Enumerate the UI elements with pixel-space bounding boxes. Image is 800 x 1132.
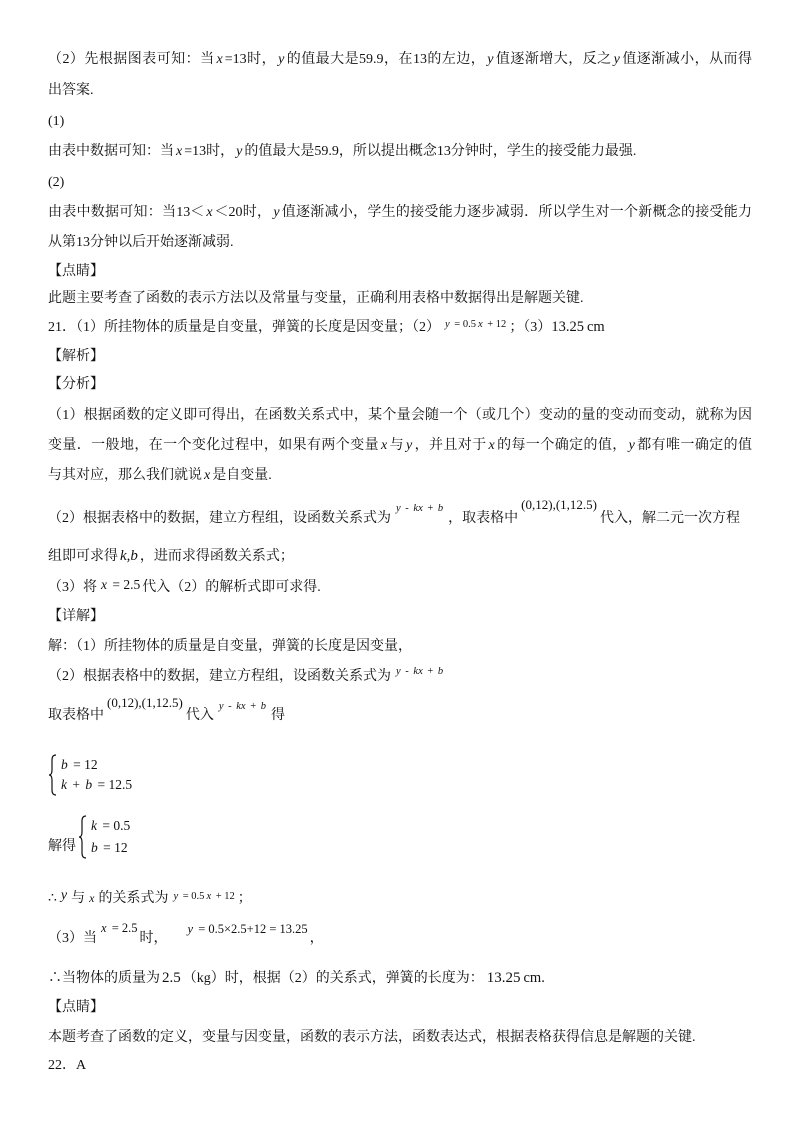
eq-part: - (225, 701, 235, 712)
var-b: b (61, 757, 68, 772)
q21-detail-heading: 【详解】 (48, 609, 104, 624)
eq-part: = 2.5 (108, 921, 138, 935)
var-x: x (176, 144, 183, 159)
eq-part: = 2.5 (109, 577, 141, 592)
table-points: (0,12),(1,12.5) (521, 497, 597, 512)
q21-detail-line-3 (48, 695, 285, 727)
text: 代入 (185, 708, 214, 723)
var-k: k (61, 777, 67, 792)
var-b: b (85, 777, 93, 792)
var-x: x (488, 438, 495, 453)
text: ， (309, 931, 324, 946)
var-y: y (445, 319, 450, 330)
length-unit: cm. (523, 970, 545, 986)
q21-fenxi-line-6 (48, 577, 321, 598)
text: 的每一个确定的值， (496, 438, 627, 453)
eq-part: - (402, 666, 412, 677)
q21-fenxi-line-2 (48, 436, 752, 456)
q21-analysis-heading: 【解析】 (48, 349, 104, 364)
var-x: x (101, 577, 107, 592)
relation-equation (171, 887, 234, 907)
var-y: y (187, 922, 194, 936)
var-x: x (89, 891, 95, 905)
x-value-equation (99, 918, 138, 938)
text: =13时， (224, 52, 277, 67)
var-y: y (396, 666, 401, 677)
var-y: y (405, 438, 413, 453)
part3-line (48, 921, 324, 949)
q21-fenxi-line-3 (48, 466, 272, 486)
q21-fenxi-line-4 (48, 497, 740, 530)
var-y: y (278, 52, 285, 67)
text: 变量．一般地，在一个变化过程中，如果有两个变量 (48, 438, 379, 453)
answer-unit: cm (586, 319, 605, 335)
var-y: y (218, 701, 224, 712)
text: （3）将 (48, 580, 97, 595)
text: 代入，解二元一次方程 (600, 511, 740, 526)
text: 时， (139, 931, 168, 946)
eq-part: = 0.5×2.5+12 = 13.25 (195, 922, 308, 936)
y-value-equation (186, 919, 308, 939)
q21-fenxi-heading: 【分析】 (48, 377, 104, 392)
solve-label: 解得 (48, 839, 76, 854)
q20-hint-line-2: 出答案. (48, 83, 94, 98)
q20-part1-label: (1) (48, 114, 65, 129)
x-value-equation (99, 575, 140, 595)
var-b: b (260, 701, 266, 712)
text: ，进而求得函数关系式； (139, 549, 294, 564)
var-x: x (206, 891, 212, 902)
var-x: x (204, 468, 211, 483)
q20-hint-line-1 (48, 50, 752, 70)
q21-detail-line-2 (48, 667, 448, 688)
text: 都有唯一确定的值 (636, 438, 753, 453)
var-k: k (91, 818, 97, 833)
relation-line (48, 888, 252, 910)
text: ；（3） (509, 320, 552, 335)
text: （3）当 (48, 931, 97, 946)
var-y: y (60, 888, 68, 903)
text: 的值最大是59.9，在13的左边， (286, 52, 486, 67)
answer-equation (443, 315, 506, 335)
var-y: y (396, 503, 401, 514)
table-points: (0,12),(1,12.5) (107, 695, 183, 710)
q21-comment-heading: 【点睛】 (48, 1000, 104, 1015)
q20-comment: 此题主要考查了函数的表示方法以及常量与变量，正确利用表格中数据得出是解题关键. (48, 291, 584, 306)
conclusion-line (48, 968, 545, 989)
eq-part: = 12 (69, 757, 98, 772)
var-b: b (437, 666, 444, 677)
q21-fenxi-line-1: （1）根据函数的定义即可得出，在函数关系式中，某个量会随一个（或几个）变动的量的变动而变动，就称为因 (48, 408, 752, 423)
text: （2）先根据图表可知：当 (48, 52, 215, 67)
equation-system-1 (48, 753, 188, 797)
system-2-row-2 (89, 838, 128, 858)
system-2-row-1 (89, 816, 130, 836)
text: ＜20时， (214, 205, 272, 220)
var-kx: kx (413, 666, 423, 677)
text: 与 (389, 438, 404, 453)
var-kx: kx (413, 503, 423, 514)
var-x: x (216, 52, 223, 67)
text: ∴当物体的质量为 (48, 971, 160, 986)
system-1-row-1 (59, 755, 98, 775)
var-y: y (613, 52, 620, 67)
equation-system-2 (78, 814, 188, 860)
text: 21．（1）所挂物体的质量是自变量，弹簧的长度是因变量；（2） (48, 320, 440, 335)
eq-part: + (424, 503, 436, 514)
text: 与 (71, 891, 86, 906)
left-brace-icon (78, 815, 87, 859)
var-x: x (206, 205, 213, 220)
q20-comment-heading: 【点睛】 (48, 264, 104, 279)
var-b: b (91, 840, 98, 855)
var-y: y (628, 438, 635, 453)
q21-comment: 本题考查了函数的定义，变量与因变量，函数的表示方法，函数表达式，根据表格获得信息是解题的关键. (48, 1030, 696, 1045)
text: 是自变量. (212, 468, 272, 483)
text: 得 (271, 708, 285, 723)
text: 的值最大是59.9，所以提出概念13分钟时，学生的接受能力最强. (244, 144, 637, 159)
function-form-equation (394, 662, 445, 682)
function-form-equation (217, 697, 268, 717)
eq-part: + 12 (484, 319, 507, 330)
text: 值逐渐减小，学生的接受能力逐步减弱．所以学生对一个新概念的接受能力 (281, 205, 753, 220)
var-x: x (477, 319, 483, 330)
text: =13时， (184, 144, 235, 159)
text: 值逐渐增大，反之 (495, 52, 612, 67)
var-b: b (437, 503, 444, 514)
text: ，取表格中 (448, 511, 519, 526)
therefore-symbol: ∴ (48, 891, 57, 906)
var-y: y (273, 205, 280, 220)
text: 由表中数据可知：当 (48, 144, 174, 159)
var-x: x (380, 438, 388, 453)
text: （2）根据表格中的数据，建立方程组，设函数关系式为 (48, 669, 391, 684)
q21-detail-line-1: 解：（1）所挂物体的质量是自变量，弹簧的长度是因变量， (48, 639, 412, 654)
text: （kg）时，根据（2）的关系式，弹簧的长度为： (182, 971, 484, 986)
text: ，并且对于 (414, 438, 487, 453)
system-1-row-2 (59, 775, 132, 795)
left-brace-icon (48, 754, 57, 796)
text: 与其对应，那么我们就说 (48, 468, 202, 483)
text: 的关系式为 (98, 891, 169, 906)
eq-part: + (69, 777, 84, 792)
var-x: x (101, 921, 107, 935)
text: 组即可求得 (48, 549, 118, 564)
var-y: y (173, 891, 179, 902)
eq-part: + (247, 701, 259, 712)
eq-part: = 0.5 (180, 891, 205, 902)
q20-part2-label: (2) (48, 175, 65, 190)
text: 代入（2）的解析式即可求得. (142, 580, 321, 595)
eq-part: + 12 (213, 891, 235, 902)
q20-part2-continued: 从第13分钟以后开始逐渐减弱. (48, 235, 234, 250)
eq-part: = 0.5 (99, 818, 131, 833)
q21-fenxi-line-5 (48, 546, 294, 567)
answer-value: 13.25 (551, 319, 584, 335)
text: （2）根据表格中的数据，建立方程组，设函数关系式为 (48, 511, 391, 526)
q22-answer: 22．A (48, 1058, 87, 1073)
eq-part: + (424, 666, 436, 677)
eq-part: = 12.5 (94, 777, 133, 792)
var-kx: kx (236, 701, 246, 712)
text: ； (237, 891, 252, 906)
length-value: 13.25 (486, 970, 521, 986)
text: 由表中数据可知：当13＜ (48, 205, 205, 220)
var-y: y (487, 52, 494, 67)
q20-part2-answer (48, 203, 752, 223)
text: 值逐渐减小，从而得 (621, 52, 753, 67)
function-form-equation (394, 499, 445, 519)
eq-part: - (402, 503, 412, 514)
q21-answer-line (48, 317, 605, 339)
q20-part1-answer (48, 142, 636, 162)
mass-value: 2.5 (162, 970, 181, 986)
eq-part: = 12 (99, 840, 128, 855)
var-kb: k,b (120, 548, 138, 564)
var-y: y (236, 144, 243, 159)
eq-part: = 0.5 (451, 319, 476, 330)
text: 取表格中 (48, 708, 104, 723)
